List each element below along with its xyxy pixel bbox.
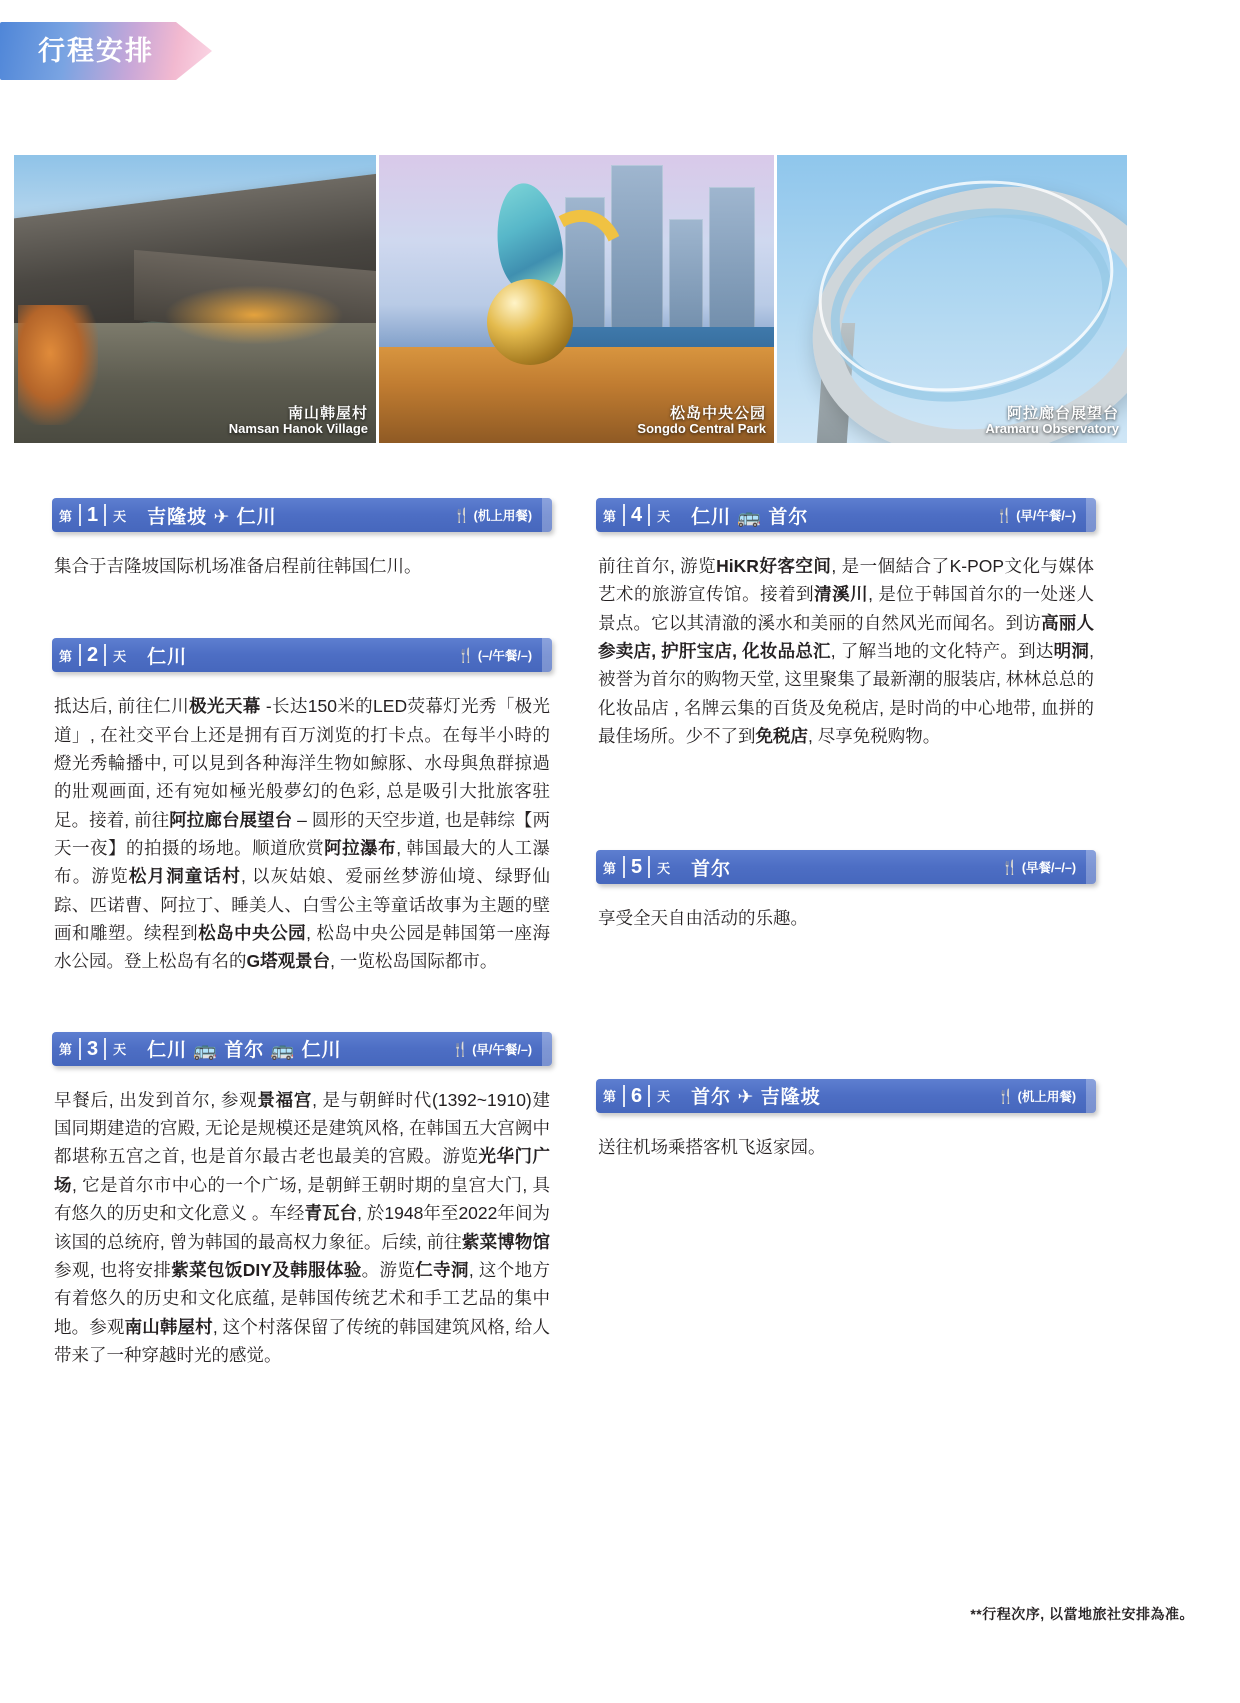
itinerary-day-3 <box>52 1032 552 1369</box>
day-prefix-label: 第 <box>59 508 73 524</box>
photo-aramaru-observatory <box>777 155 1127 443</box>
photo-caption-cn: 南山韩屋村 <box>287 404 368 422</box>
day-description: 集合于吉隆坡国际机场准备启程前往韩国仁川。 <box>54 556 422 576</box>
day-prefix-label: 第 <box>603 1089 617 1105</box>
day-meals <box>452 1040 552 1058</box>
day-description: 享受全天自由活动的乐趣。 <box>598 908 808 929</box>
day-prefix-label: 第 <box>603 860 617 876</box>
day-number: 4 <box>631 504 643 526</box>
day-prefix-label: 第 <box>59 1042 73 1058</box>
day-meals-label: (机上用餐) <box>473 509 532 523</box>
hanok-lantern-glow <box>164 285 344 345</box>
page-title: 行程安排 <box>38 36 154 66</box>
day-meals <box>1001 858 1096 876</box>
day-meals <box>453 506 552 524</box>
autumn-tree-shape <box>18 305 98 425</box>
cutlery-icon: 🍴 <box>997 1087 1015 1104</box>
day-meals-label: (早/午餐/–) <box>1016 509 1076 523</box>
day-number: 1 <box>87 504 99 526</box>
cutlery-icon: 🍴 <box>457 647 475 664</box>
day-suffix-label: 天 <box>113 508 127 524</box>
cutlery-icon: 🍴 <box>1001 859 1019 876</box>
day-suffix-label: 天 <box>657 508 671 524</box>
day-description: 前往首尔, 游览HiKR好客空间, 是一個結合了K-POP文化与媒体艺术的旅游宣传馆。接着到清溪川, 是位于韩国首尔的一处迷人景点。它以其清澈的溪水和美丽的自然风光而闻名。到访高丽人参卖店, 护肝宝店, 化妆品总汇, 了解当地的文化特产。到达明洞, 被誉为首尔的购物天堂, 这里聚集了最新潮的服装店, 林林总总的化妆品店 , 名牌云集的百货及免税店, 是时尚的中心地带, 血拼的最佳场所。少不了到免税店, 尽享免税购物。 <box>598 556 1095 747</box>
footnote: **行程次序, 以當地旅社安排為准。 <box>970 1606 1194 1622</box>
day-meals <box>996 506 1096 524</box>
day-header-bar <box>596 498 1096 532</box>
day-meals-label: (早餐/–/–) <box>1021 861 1076 876</box>
cutlery-icon: 🍴 <box>995 507 1014 523</box>
itinerary-column-left <box>52 498 552 1369</box>
photo-songdo-central-park <box>379 155 774 443</box>
day-meals-label: (机上用餐) <box>1017 1089 1076 1104</box>
day-meals <box>457 646 552 664</box>
photo-caption <box>229 405 368 437</box>
day-meals-label: (早/午餐/–) <box>472 1042 532 1057</box>
page-header-banner <box>0 22 212 80</box>
day-header-bar <box>596 850 1096 884</box>
itinerary-column-right <box>596 498 1096 1161</box>
day-route: 首尔 <box>691 858 732 880</box>
photo-caption-en: Songdo Central Park <box>637 421 766 437</box>
day-number: 2 <box>87 644 99 667</box>
photo-caption <box>637 405 766 437</box>
day-suffix-label: 天 <box>113 648 127 664</box>
itinerary-day-2 <box>52 638 552 975</box>
day-number: 6 <box>631 1084 643 1107</box>
day-route: 仁川 <box>147 646 188 668</box>
itinerary-day-5 <box>596 850 1096 932</box>
day-suffix-label: 天 <box>657 1089 671 1105</box>
photo-caption <box>985 405 1119 437</box>
itinerary-day-1 <box>52 498 552 580</box>
photo-caption-en: Namsan Hanok Village <box>228 421 368 437</box>
photo-caption-cn: 松岛中央公园 <box>669 404 766 422</box>
day-suffix-label: 天 <box>657 860 671 876</box>
itinerary-day-4 <box>596 498 1096 750</box>
day-route: 首尔 ✈ 吉隆坡 <box>691 1087 821 1109</box>
day-header-bar <box>52 638 552 672</box>
photo-strip <box>14 155 1127 443</box>
day-meals-label: (–/午餐/–) <box>477 649 532 664</box>
day-suffix-label: 天 <box>113 1042 127 1058</box>
day-route: 吉隆坡 ✈ 仁川 <box>147 506 277 528</box>
skyscraper-shape <box>709 187 755 347</box>
day-prefix-label: 第 <box>603 508 617 524</box>
itinerary-day-6 <box>596 1079 1096 1161</box>
day-header-bar <box>52 498 552 532</box>
photo-caption-en: Aramaru Observatory <box>985 421 1119 437</box>
day-prefix-label: 第 <box>59 648 73 664</box>
day-description: 早餐后, 出发到首尔, 参观景福宫, 是与朝鲜时代(1392~1910)建国同期建造的宫殿, 无论是规模还是建筑风格, 在韩国五大宫阙中都堪称五宫之首, 也是首尔最古老也最美的宫殿。游览光华门广场, 它是首尔市中心的一个广场, 是朝鲜王朝时期的皇宫大门, 具有悠久的历史和文化意义 。车经青瓦台, 於1948年至2022年间为该国的总统府, 曾为韩国的最高权力象征。后续, 前往紫菜博物馆参观, 也将安排紫菜包饭DIY及韩服体验。游览仁寺洞, 这个地方有着悠久的历史和文化底蕴, 是韩国传统艺术和手工艺品的集中地。参观南山韩屋村, 这个村落保留了传统的韩国建筑风格, 给人带来了一种穿越时光的感觉。 <box>54 1089 551 1365</box>
photo-caption-cn: 阿拉廊台展望台 <box>1006 404 1119 422</box>
golden-sphere-shape <box>487 279 573 365</box>
cutlery-icon: 🍴 <box>453 507 471 523</box>
day-route: 仁川 🚌 首尔 <box>691 506 809 528</box>
day-number: 5 <box>631 856 643 879</box>
day-description: 送往机场乘搭客机飞返家园。 <box>598 1136 826 1157</box>
cutlery-icon: 🍴 <box>451 1040 470 1057</box>
day-description: 抵达后, 前往仁川极光天幕 -长达150米的LED荧幕灯光秀「极光道」, 在社交平台上还是拥有百万浏览的打卡点。在每半小時的燈光秀輪播中, 可以見到各种海洋生物如鯨豚、水母與魚群掠過的壯观画面, 还有宛如極光般夢幻的色彩, 总是吸引大批旅客驻足。接着, 前往阿拉廊台展望台 – 圆形的天空步道, 也是韩综【两天一夜】的拍摄的场地。顺道欣赏阿拉瀑布, 韩国最大的人工瀑布。游览松月洞童话村, 以灰姑娘、爱丽丝梦游仙境、绿野仙踪、匹诺曹、阿拉丁、睡美人、白雪公主等童话故事为主题的壁画和雕塑。续程到松岛中央公园, 松岛中央公园是韩国第一座海水公园。登上松岛有名的G塔观景台, 一览松岛国际都市。 <box>54 696 551 972</box>
day-route: 仁川 🚌 首尔 🚌 仁川 <box>147 1040 342 1062</box>
day-meals <box>997 1087 1096 1105</box>
photo-namsan-hanok-village <box>14 155 376 443</box>
day-number: 3 <box>87 1037 99 1060</box>
day-header-bar <box>596 1079 1096 1113</box>
day-header-bar <box>52 1032 552 1066</box>
